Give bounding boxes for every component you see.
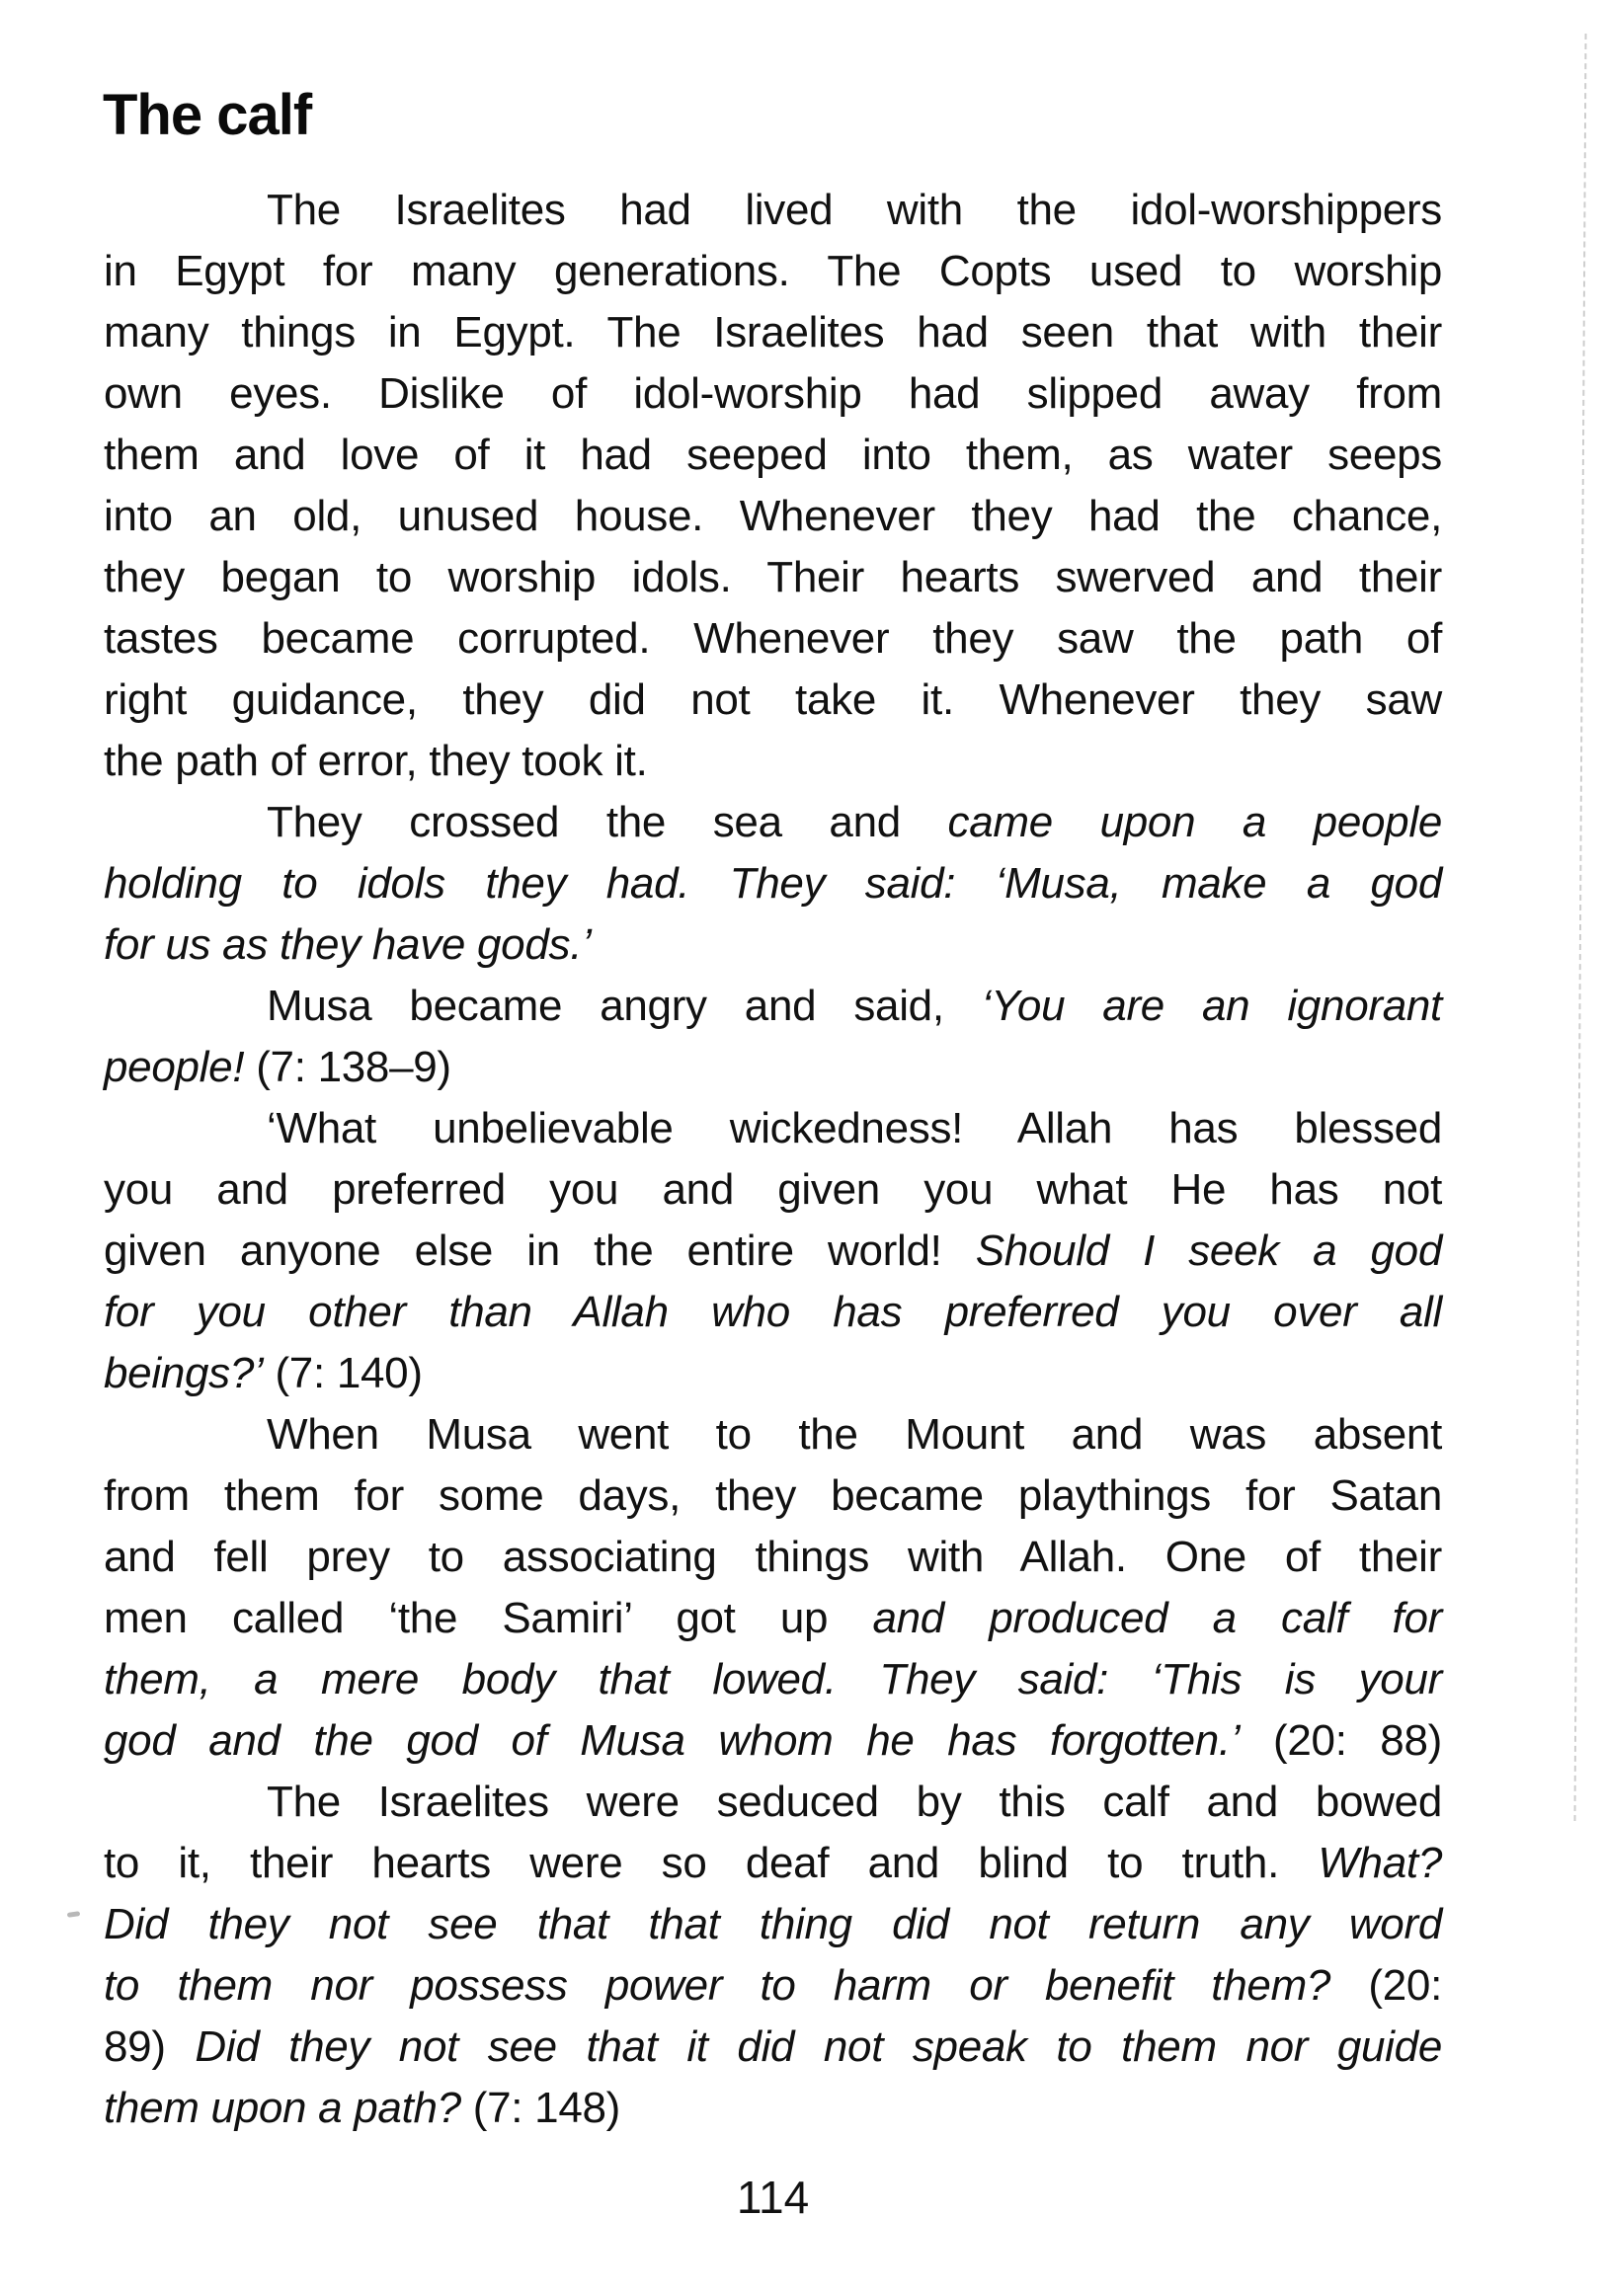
text-line — [104, 2017, 1442, 2078]
body-text: they began to worship idols. Their hearts swerved and their — [104, 553, 1442, 601]
body-text: many things in Egypt. The Israelites had seen that with their — [104, 308, 1442, 356]
text-line — [104, 486, 1442, 547]
quoted-scripture-text: god and the god of Musa whom he has forgotten.’ — [104, 1716, 1241, 1765]
quoted-scripture-text: Did they not see that it did not speak to them nor guide — [195, 2022, 1442, 2071]
body-text: 89) — [104, 2022, 196, 2071]
text-line — [104, 1159, 1442, 1221]
text-line — [104, 1527, 1442, 1588]
text-line — [104, 363, 1442, 425]
text-line — [104, 1588, 1442, 1649]
body-text: you and preferred you and given you what He has not — [104, 1165, 1442, 1214]
body-text: tastes became corrupted. Whenever they saw the path of — [104, 614, 1442, 663]
quoted-scripture-text: for you other than Allah who has preferred you over all — [104, 1288, 1442, 1336]
quoted-scripture-text: and produced a calf for — [872, 1594, 1442, 1642]
body-text: ‘What unbelievable wickedness! Allah has blessed — [267, 1104, 1442, 1152]
body-text: the path of error, they took it. — [104, 737, 648, 785]
body-text: and fell prey to associating things with Allah. One of their — [104, 1533, 1442, 1581]
text-line — [104, 976, 1442, 1037]
quoted-scripture-text: Did they not see that that thing did not return any word — [104, 1900, 1442, 1948]
text-line — [104, 180, 1442, 241]
body-text: given anyone else in the entire world! — [104, 1227, 976, 1275]
body-text: They crossed the sea and — [267, 798, 948, 846]
body-text: to it, their hearts were so deaf and blind to truth. — [104, 1839, 1319, 1887]
body-text: (20: 88) — [1240, 1716, 1442, 1765]
section-heading: The calf — [103, 83, 312, 147]
quoted-scripture-text: to them nor possess power to harm or benefit them? — [104, 1961, 1331, 2010]
text-column — [104, 180, 1442, 2139]
text-line — [104, 853, 1442, 914]
text-line — [104, 1649, 1442, 1710]
body-text: right guidance, they did not take it. Whenever they saw — [104, 675, 1442, 724]
text-line — [104, 547, 1442, 608]
text-line — [104, 792, 1442, 853]
text-line — [104, 1037, 1442, 1098]
text-line — [104, 425, 1442, 486]
body-text: them and love of it had seeped into them, as water seeps — [104, 431, 1442, 479]
paragraph — [104, 792, 1442, 976]
body-text: (7: 140) — [263, 1349, 423, 1397]
quoted-scripture-text: them, a mere body that lowed. They said: ‘This is your — [104, 1655, 1442, 1703]
text-line — [104, 2078, 1442, 2139]
text-line — [104, 1833, 1442, 1894]
text-line — [104, 1772, 1442, 1833]
quoted-scripture-text: people! — [104, 1043, 245, 1091]
text-line — [104, 914, 1442, 976]
body-text: (20: — [1330, 1961, 1442, 2010]
text-line — [104, 1343, 1442, 1404]
body-text: The Israelites had lived with the idol-worshippers — [267, 186, 1442, 234]
quoted-scripture-text: What? — [1318, 1839, 1442, 1887]
body-text: from them for some days, they became playthings for Satan — [104, 1471, 1442, 1520]
paragraph — [104, 1772, 1442, 2139]
body-text: into an old, unused house. Whenever they had the chance, — [104, 492, 1442, 540]
quoted-scripture-text: for us as they have gods.’ — [104, 920, 592, 969]
paragraph — [104, 976, 1442, 1098]
quoted-scripture-text: them upon a path? — [104, 2084, 461, 2132]
text-line — [104, 1955, 1442, 2017]
quoted-scripture-text: Should I seek a god — [975, 1227, 1442, 1275]
text-line — [104, 302, 1442, 363]
text-line — [104, 1894, 1442, 1955]
quoted-scripture-text: beings?’ — [104, 1349, 264, 1397]
paragraph — [104, 180, 1442, 792]
page-number: 114 — [736, 2172, 810, 2223]
text-line — [104, 1710, 1442, 1772]
body-text: The Israelites were seduced by this calf and bowed — [267, 1778, 1442, 1826]
quoted-scripture-text: came upon a people — [947, 798, 1443, 846]
body-text: men called ‘the Samiri’ got up — [104, 1594, 873, 1642]
quoted-scripture-text: ‘You are an ignorant — [981, 982, 1442, 1030]
paragraph — [104, 1404, 1442, 1772]
scan-speck — [67, 1911, 81, 1918]
body-text: Musa became angry and said, — [267, 982, 982, 1030]
body-text: (7: 138–9) — [244, 1043, 451, 1091]
text-line — [104, 608, 1442, 670]
body-text: in Egypt for many generations. The Copts used to worship — [104, 247, 1442, 295]
scan-edge-dashed-line — [1573, 34, 1586, 1821]
text-line — [104, 1282, 1442, 1343]
body-text: When Musa went to the Mount and was absent — [267, 1410, 1442, 1459]
text-line — [104, 670, 1442, 731]
text-line — [104, 731, 1442, 792]
text-line — [104, 1404, 1442, 1465]
text-line — [104, 241, 1442, 302]
quoted-scripture-text: holding to idols they had. They said: ‘Musa, make a god — [104, 859, 1442, 908]
text-line — [104, 1465, 1442, 1527]
body-text: (7: 148) — [460, 2084, 621, 2132]
text-line — [104, 1098, 1442, 1159]
paragraph — [104, 1098, 1442, 1404]
body-text: own eyes. Dislike of idol-worship had slipped away from — [104, 369, 1442, 418]
text-line — [104, 1221, 1442, 1282]
